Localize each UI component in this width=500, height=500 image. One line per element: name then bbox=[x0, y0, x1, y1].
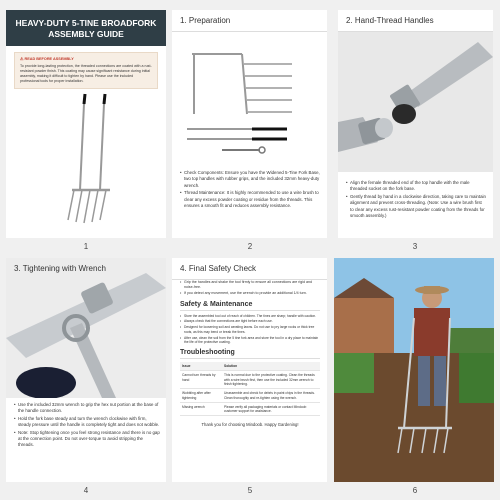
safety-check-steps bbox=[180, 280, 320, 297]
column-header-issue: Issue bbox=[180, 362, 222, 371]
warning-note-title: ⚠ READ BEFORE ASSEMBLY bbox=[20, 57, 74, 62]
table-row bbox=[180, 402, 320, 416]
safety-maintenance-list bbox=[180, 314, 320, 346]
hand-thread-title: 2. Hand-Thread Handles bbox=[338, 10, 493, 32]
table-row bbox=[180, 371, 320, 389]
safety-item-1: • Store the assembled tool out of reach of children. The tines are sharp; handle with caution. bbox=[180, 314, 320, 319]
step-shake-test: • Grip the handles and shake the tool firmly to ensure all connections are rigid and noise-free. bbox=[180, 280, 320, 290]
step-note-stop: • Note: Stop tightening once you feel strong resistance and there is no gap at the connection point. Do not over-torque to avoid stripping the threads. bbox=[14, 430, 160, 449]
thread-closeup-image bbox=[338, 32, 493, 172]
page-number-3: 3 bbox=[412, 242, 418, 251]
solution-cell: This is normal due to the protective coating. Clean the threads with a wire brush first, then use the included 32mm wrench to finish tightening. bbox=[222, 371, 320, 389]
panel-3-hand-thread bbox=[338, 10, 493, 238]
tightening-steps bbox=[14, 402, 160, 450]
panel-5-safety-check bbox=[172, 258, 327, 482]
page-number-5: 5 bbox=[247, 486, 253, 495]
warning-note bbox=[14, 52, 158, 89]
table-row bbox=[180, 389, 320, 403]
step-align: • Align the female threaded end of the top handle with the male threaded socket on the fork base. bbox=[346, 180, 486, 193]
panel-1-cover bbox=[6, 10, 166, 238]
step-use-wrench: • Use the included 32mm wrench to grip the hex nut portion at the base of the handle connection. bbox=[14, 402, 160, 415]
page-number-4: 4 bbox=[83, 486, 89, 495]
step-thread-by-hand: • Gently thread by hand in a clockwise direction, taking care to maintain alignment and prevent cross-threading. (Note: Use a wire brush first to clear any excess rust-resistant powder coating from the threads for smooth assembly.) bbox=[346, 194, 486, 220]
safety-maintenance-title: Safety & Maintenance bbox=[180, 301, 320, 311]
column-header-solution: Solution bbox=[222, 362, 320, 371]
broadfork-illustration bbox=[6, 90, 166, 238]
step-extra-turn: • If you detect any movement, use the wrench to provide an additional 1/4 turn. bbox=[180, 291, 320, 296]
page-number-6: 6 bbox=[412, 486, 418, 495]
thank-you-note: Thank you for choosing Mindoob. Happy Gardening! bbox=[201, 422, 299, 428]
components-illustration bbox=[172, 34, 327, 154]
safety-item-2: • Always check that the connections are tight before each use. bbox=[180, 319, 320, 324]
preparation-title: 1. Preparation bbox=[172, 10, 327, 32]
step-thread-maintenance: • Thread Maintenance: It is highly recommended to use a wire brush to clear any excess powder coating or residue from the threads. This ensures a smooth fit and reduces assembly resistance. bbox=[180, 190, 320, 209]
warning-note-text: To provide long-lasting protection, the threaded connections are coated with a rust-resistant powder finish. This coating may cause significant resistance during initial assembly, making it difficult to tighten by hand. Please use the included professional tools for proper installation. bbox=[20, 64, 152, 83]
troubleshooting-table bbox=[180, 362, 320, 416]
hand-thread-steps bbox=[346, 180, 486, 220]
page-number-1: 1 bbox=[83, 242, 89, 251]
table-header-row bbox=[180, 362, 320, 371]
step-check-components: • Check Components: Ensure you have the Widened 5-Tine Fork Base, two top handles with rubber grips, and the included 32mm heavy-duty wrench. bbox=[180, 170, 320, 189]
gardener-photo bbox=[334, 258, 494, 482]
step-turn-clockwise: • Hold the fork base steady and turn the wrench clockwise with firm, steady pressure until the handle is completely tight and does not wobble. bbox=[14, 416, 160, 429]
panel-4-tightening bbox=[6, 258, 166, 482]
page-number-2: 2 bbox=[247, 242, 253, 251]
preparation-steps bbox=[180, 170, 320, 210]
panel-2-preparation bbox=[172, 10, 327, 238]
safety-item-3: • Designed for loosening soil and aerating lawns. Do not use to pry large rocks or thick tree roots, as this may bend or break the tines. bbox=[180, 325, 320, 335]
safety-check-title: 4. Final Safety Check bbox=[172, 258, 327, 280]
issue-cell: Missing wrench bbox=[180, 402, 222, 416]
wrench-closeup-image bbox=[6, 258, 166, 398]
troubleshooting-title: Troubleshooting bbox=[180, 349, 320, 359]
tightening-title: 3. Tightening with Wrench bbox=[14, 264, 106, 273]
panel-6-lifestyle-photo bbox=[334, 258, 494, 482]
issue-cell: Wobbling after after tightening bbox=[180, 389, 222, 403]
issue-cell: Cannot turn threads by hand bbox=[180, 371, 222, 389]
safety-item-4: • After use, clean the soil from the 5 tine fork area and store the tool in a dry place to maintain the life of the protective coating. bbox=[180, 336, 320, 346]
cover-title: HEAVY-DUTY 5-TINE BROADFORK ASSEMBLY GUIDE bbox=[6, 10, 166, 46]
solution-cell: Unassemble and check for debris in paint chips in the threads. Clean thoroughly and re-tighten using the wrench. bbox=[222, 389, 320, 403]
solution-cell: Please verify all packaging materials or contact Mindoob customer support for assistance. bbox=[222, 402, 320, 416]
